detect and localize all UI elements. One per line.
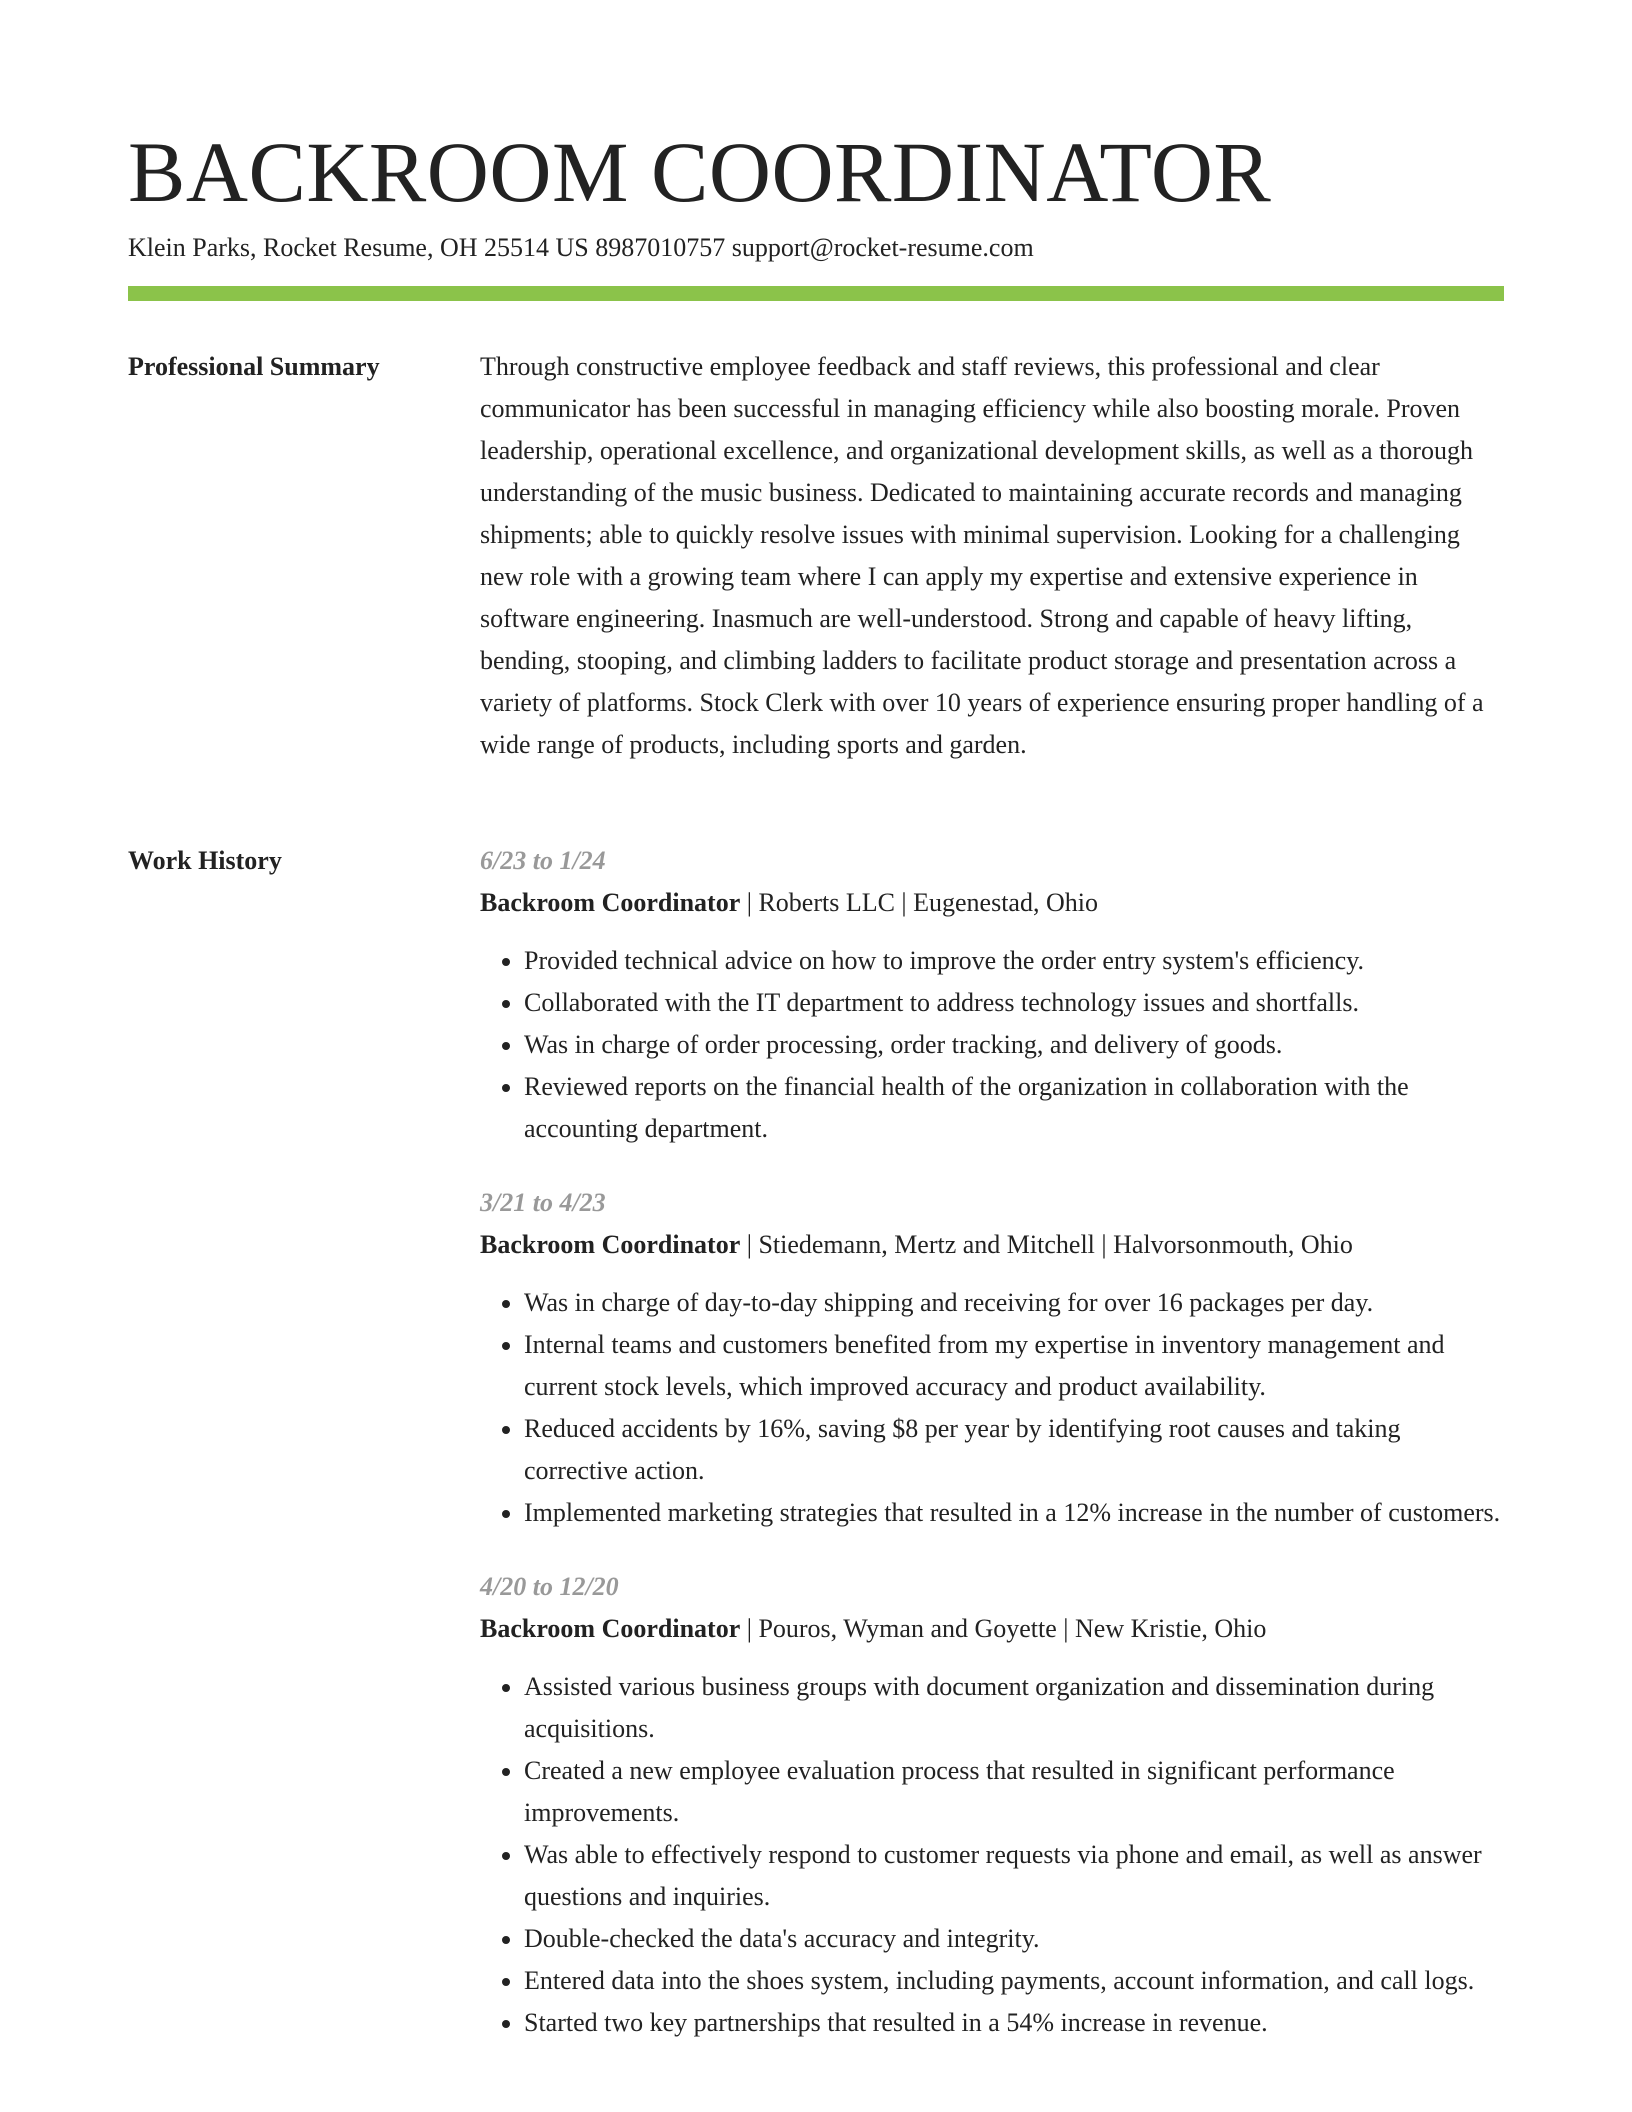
job-bullet: • Created a new employee evaluation process that resulted in significant performance improvements. [524,1750,1506,1834]
job-title: Backroom Coordinator [480,1614,741,1643]
job-entry [480,840,1506,1150]
job-bullet: • Entered data into the shoes system, including payments, account information, and call logs. [524,1960,1506,2002]
job-heading-line [480,1224,1506,1266]
resume-title: BACKROOM COORDINATOR [128,124,1272,220]
job-entry [480,1566,1506,2044]
professional-summary-text: Through constructive employee feedback and staff reviews, this professional and clear communicator has been successful in managing efficiency while also boosting morale. Proven leadership, operational excellence, and organizational development skills, as well as a thorough understanding of the music business. Dedicated to maintaining accurate records and managing shipments; able to quickly resolve issues with minimal supervision. Looking for a challenging new role with a growing team where I can apply my expertise and extensive experience in software engineering. Inasmuch are well-understood. Strong and capable of heavy lifting, bending, stooping, and climbing ladders to facilitate product storage and presentation across a variety of platforms. Stock Clerk with over 10 years of experience ensuring proper handling of a wide range of products, including sports and garden. [480,352,1484,759]
job-heading-line [480,1608,1506,1650]
work-history-body [480,840,1506,2076]
job-bullet: • Implemented marketing strategies that resulted in a 12% increase in the number of customers. [524,1492,1506,1534]
contact-country: US [555,233,589,262]
job-heading-line [480,882,1506,924]
contact-email: support@rocket-resume.com [731,233,1034,262]
job-title: Backroom Coordinator [480,1230,741,1259]
job-details: | Stiedemann, Mertz and Mitchell | Halvorsonmouth, Ohio [740,1230,1353,1259]
job-details: | Roberts LLC | Eugenestad, Ohio [740,888,1098,917]
contact-name: Klein Parks, [128,233,257,262]
professional-summary-heading: Professional Summary [128,352,380,381]
contact-phone: 8987010757 [595,233,726,262]
job-title: Backroom Coordinator [480,888,741,917]
job-dates: 4/20 to 12/20 [480,1572,619,1601]
work-history-heading: Work History [128,846,282,875]
contact-company: Rocket Resume, [263,233,434,262]
job-bullet: • Double-checked the data's accuracy and integrity. [524,1918,1506,1960]
job-bullet: • Reduced accidents by 16%, saving $8 per year by identifying root causes and taking corrective action. [524,1408,1506,1492]
job-bullet: • Provided technical advice on how to improve the order entry system's efficiency. [524,940,1506,982]
job-bullet: • Was in charge of order processing, order tracking, and delivery of goods. [524,1024,1506,1066]
header-accent-rule [128,286,1504,301]
job-bullet: • Was able to effectively respond to customer requests via phone and email, as well as answer questions and inquiries. [524,1834,1506,1918]
contact-line [128,230,1034,266]
job-entry [480,1182,1506,1534]
job-bullet: • Internal teams and customers benefited from my expertise in inventory management and current stock levels, which improved accuracy and product availability. [524,1324,1506,1408]
contact-state-zip: OH 25514 [439,233,550,262]
job-bullet: • Reviewed reports on the financial health of the organization in collaboration with the accounting department. [524,1066,1506,1150]
job-bullet: • Was in charge of day-to-day shipping and receiving for over 16 packages per day. [524,1282,1506,1324]
job-bullet-list [480,1666,1506,2044]
job-details: | Pouros, Wyman and Goyette | New Kristie, Ohio [740,1614,1267,1643]
professional-summary-body [480,346,1506,766]
job-dates: 6/23 to 1/24 [480,846,606,875]
job-bullet-list [480,940,1506,1150]
job-dates: 3/21 to 4/23 [480,1188,606,1217]
job-bullet-list [480,1282,1506,1534]
job-bullet: • Assisted various business groups with document organization and dissemination during acquisitions. [524,1666,1506,1750]
job-bullet: • Started two key partnerships that resulted in a 54% increase in revenue. [524,2002,1506,2044]
job-bullet: • Collaborated with the IT department to address technology issues and shortfalls. [524,982,1506,1024]
